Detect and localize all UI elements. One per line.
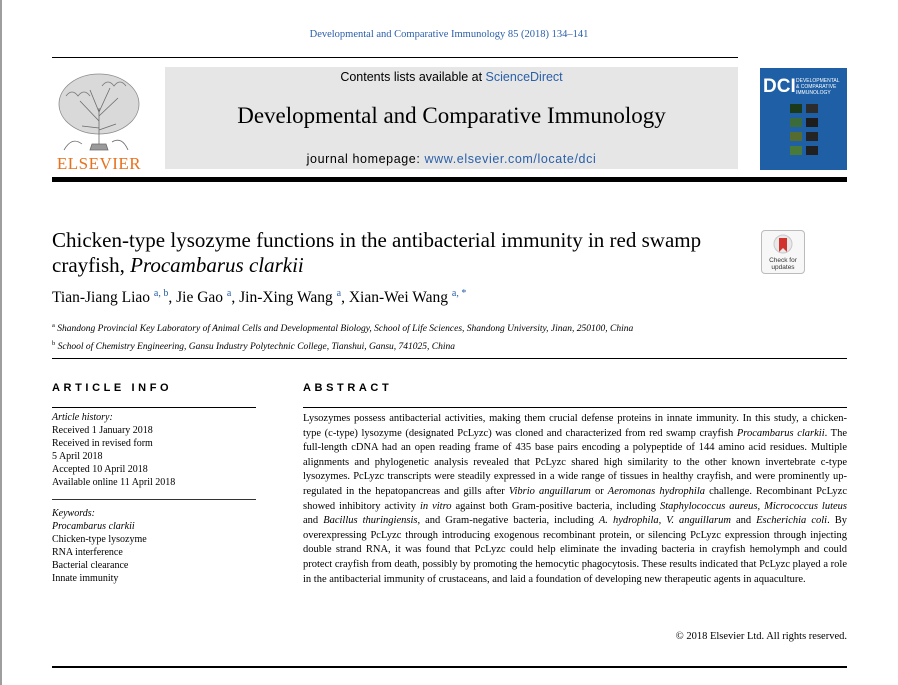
- article-history-label: Article history:: [52, 412, 113, 423]
- cover-figure-thumb: [790, 132, 802, 141]
- article-title-species: Procambarus clarkii: [130, 253, 304, 277]
- article-title: [52, 228, 752, 278]
- affiliation-mark: b: [52, 339, 56, 347]
- header-bottom-rule: [52, 177, 847, 182]
- author-name[interactable]: Jin-Xing Wang: [239, 289, 333, 307]
- abstract-rule: [303, 407, 847, 408]
- author-affiliation-mark[interactable]: a, b: [153, 288, 169, 299]
- check-for-updates-label: Check for updates: [769, 257, 797, 271]
- cover-figure-thumb: [806, 104, 818, 113]
- abstract-segment: and: [730, 515, 757, 527]
- keyword-item: Bacterial clearance: [52, 560, 129, 571]
- abstract-segment: . The full-length cDNA had an open reading frame of 435 base pairs encoding a polypeptide of 144 amino acid residues. Multiple alignments and phylogenetic analysis revealed that PcLyzc shared high similarity to the other known invertebrate c-type lysozymes. PcLyzc transcripts were steadily expressed in a wide range of tissues in healthy crayfish, and were prominently up-regulated in the hepatopancreas and gills after: [303, 427, 847, 497]
- homepage-prefix: journal homepage:: [306, 152, 425, 166]
- cover-figure-thumb: [790, 104, 802, 113]
- cover-figure-thumb: [790, 118, 802, 127]
- history-item: Available online 11 April 2018: [52, 477, 176, 488]
- journal-title: Developmental and Comparative Immunology: [237, 103, 666, 128]
- cover-figure-thumb: [790, 146, 802, 155]
- keyword-item: Chicken-type lysozyme: [52, 534, 147, 545]
- abstract-segment: challenge. Recombinant PcLyzc showed inhibitory activity: [303, 485, 847, 512]
- bookmark-icon: [773, 234, 793, 256]
- author-affiliation-mark[interactable]: a: [226, 288, 232, 299]
- contents-line: [165, 70, 738, 84]
- cover-journal-name: DEVELOPMENTAL & COMPARATIVE IMMUNOLOGY: [796, 78, 840, 96]
- bottom-rule: [52, 666, 847, 668]
- copyright-notice: © 2018 Elsevier Ltd. All rights reserved.: [675, 631, 847, 642]
- contents-prefix: Contents lists available at: [340, 70, 486, 84]
- keyword-item: Procambarus clarkii: [52, 521, 135, 532]
- header-top-rule: [52, 57, 738, 58]
- sciencedirect-link[interactable]: ScienceDirect: [485, 70, 563, 84]
- abstract-segment: against both Gram-positive bacteria, including: [451, 500, 660, 512]
- page-edge: [0, 0, 2, 685]
- affiliation-item: [52, 337, 842, 355]
- article-title-text: Chicken-type lysozyme functions in the antibacterial immunity in red swamp crayfish,: [52, 228, 702, 277]
- abstract-segment: , and Gram-negative bacteria, including: [417, 515, 599, 527]
- author-separator: ,: [341, 289, 349, 307]
- history-item: 5 April 2018: [52, 451, 103, 462]
- journal-cover-thumbnail[interactable]: [760, 68, 847, 170]
- author-affiliation-mark[interactable]: a, *: [451, 288, 467, 299]
- abstract-heading: ABSTRACT: [303, 382, 393, 394]
- abstract-italic-term: Procambarus clarkii: [736, 427, 825, 439]
- abstract-segment: or: [590, 485, 608, 497]
- abstract-italic-term: Vibrio anguillarum: [508, 485, 591, 497]
- abstract-segment: Lysozymes possess antibacterial activities, making them crucial defense proteins in innate immunity. In this study, a chicken-type (c-type) lysozyme (designated PcLyzc) was cloned and characterized from red swamp crayfish: [303, 413, 847, 439]
- keywords-rule: [52, 499, 256, 500]
- article-info-rule: [52, 407, 256, 408]
- cover-figure-thumb: [806, 118, 818, 127]
- history-item: Received in revised form: [52, 438, 153, 449]
- author-list: [52, 288, 752, 307]
- abstract-italic-term: Aeromonas hydrophila: [607, 485, 706, 497]
- keywords-label: Keywords:: [52, 508, 95, 519]
- homepage-link[interactable]: www.elsevier.com/locate/dci: [424, 152, 597, 166]
- author-name[interactable]: Jie Gao: [176, 289, 224, 307]
- affiliation-text: School of Chemistry Engineering, Gansu Industry Polytechnic College, Tianshui, Gansu, 741025, China: [57, 341, 456, 352]
- abstract-italic-term: A. hydrophila, V. anguillarum: [598, 515, 731, 527]
- abstract-italic-term: Bacillus thuringiensis: [323, 515, 418, 527]
- journal-citation[interactable]: Developmental and Comparative Immunology 85 (2018) 134–141: [309, 29, 589, 40]
- author-separator: ,: [168, 289, 177, 307]
- abstract-italic-term: in vitro: [419, 500, 452, 512]
- abstract-text: [303, 412, 847, 587]
- affiliation-item: [52, 319, 842, 337]
- affiliation-text: Shandong Provincial Key Laboratory of Animal Cells and Developmental Biology, School of Life Sciences, Shandong University, Jinan, 250100, China: [57, 324, 634, 335]
- author-name[interactable]: Tian-Jiang Liao: [52, 289, 151, 307]
- affiliations: [52, 319, 842, 354]
- author-affiliation-mark[interactable]: a: [336, 288, 342, 299]
- keyword-item: RNA interference: [52, 547, 123, 558]
- author-separator: ,: [231, 289, 240, 307]
- history-item: Received 1 January 2018: [52, 425, 153, 436]
- journal-banner: [165, 67, 738, 169]
- abstract-italic-term: Escherichia coli: [756, 515, 828, 527]
- author-name[interactable]: Xian-Wei Wang: [348, 289, 449, 307]
- abstract-segment: and: [303, 515, 324, 527]
- cover-figure-thumb: [806, 132, 818, 141]
- article-info-heading: ARTICLE INFO: [52, 382, 173, 394]
- article-history: [52, 411, 257, 489]
- journal-homepage-line: [165, 152, 738, 166]
- affiliation-mark: a: [52, 322, 55, 329]
- keyword-item: Innate immunity: [52, 573, 119, 584]
- cover-abbreviation: DCI: [763, 76, 796, 97]
- history-item: Accepted 10 April 2018: [52, 464, 148, 475]
- section-divider: [52, 358, 847, 359]
- abstract-segment: . By overexpressing PcLyzc through introducing exogenous recombinant protein, or silencing PcLyzc expression through injecting double strand RNA, it was found that PcLyzc could help eliminate the invading bacteria in crayfish hemolymph and could protect crayfish from death, possibly by promoting the hemocytic phagocytosis. These results indicated that PcLyzc played a role in the antibacterial immunity of crustaceans, and laid a foundation of developing new therapeutic agents in aquaculture.: [303, 515, 847, 585]
- elsevier-wordmark[interactable]: ELSEVIER: [56, 154, 142, 173]
- cover-figure-thumb: [806, 146, 818, 155]
- abstract-italic-term: Staphylococcus aureus, Micrococcus luteus: [660, 500, 847, 512]
- check-for-updates-badge[interactable]: [761, 230, 805, 274]
- keywords: [52, 507, 257, 585]
